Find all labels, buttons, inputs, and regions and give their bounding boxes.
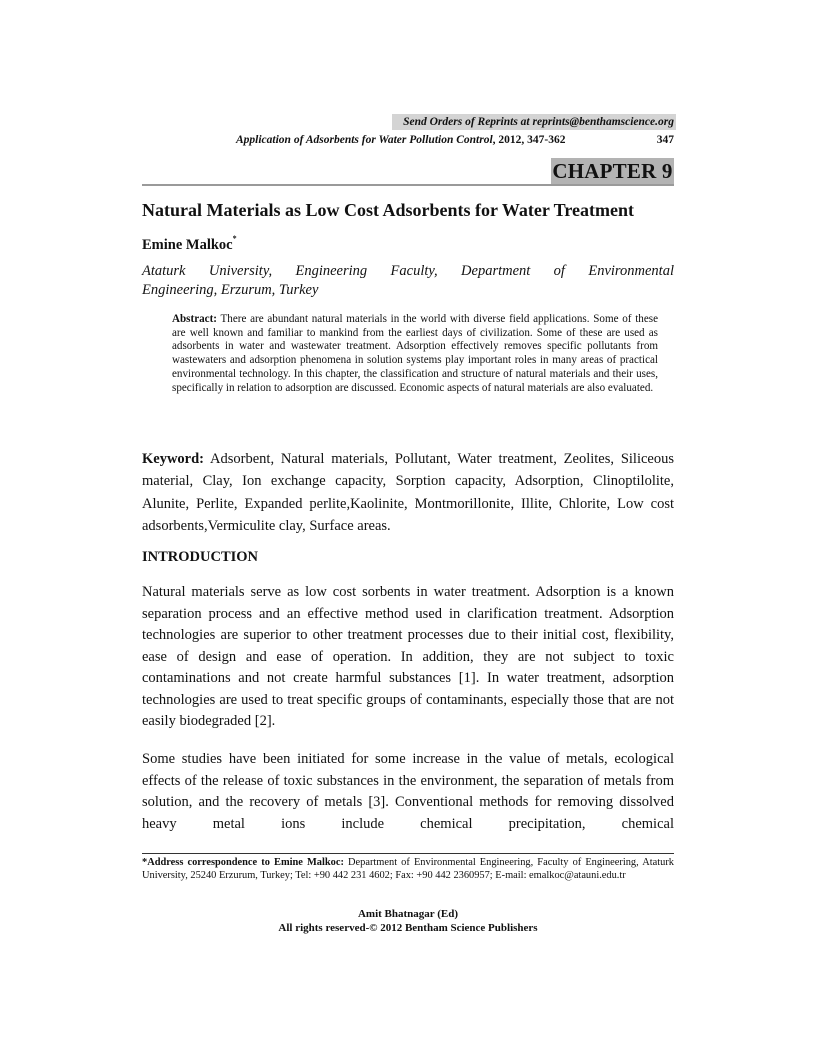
- reprint-notice: Send Orders of Reprints at reprints@benthamscience.org: [392, 114, 676, 130]
- author: [142, 232, 237, 254]
- keywords-text: Adsorbent, Natural materials, Pollutant, Water treatment, Zeolites, Siliceous material, Clay, Ion exchange capacity, Sorption capacity, Adsorption, Clinoptilolite, Alunite, Perlite, Expanded perlite,Kaolinite, Montmorillonite, Illite, Chlorite, Low cost adsorbents,Vermiculite clay, Surface areas.: [142, 451, 674, 534]
- abstract-label: Abstract:: [172, 313, 217, 325]
- footnote-label: *Address correspondence to Emine Malkoc:: [142, 857, 344, 868]
- affiliation: [142, 262, 674, 300]
- book-title: Application of Adsorbents for Water Pollution Control: [236, 134, 493, 146]
- footnote-divider: [142, 853, 674, 854]
- footnote-text: Department of Environmental Engineering, Faculty of Engineering, Ataturk University, 25240 Erzurum, Turkey; Tel: +90 442 231 4602; Fax: +90 442 2360957; E-mail: emalkoc@atauni.edu.tr: [142, 857, 674, 882]
- header-divider: [142, 184, 674, 186]
- footnote: [142, 856, 674, 882]
- keywords: [142, 448, 674, 537]
- section-heading-introduction: INTRODUCTION: [142, 549, 259, 565]
- page-number: 347: [656, 134, 674, 146]
- author-footnote-mark: *: [232, 234, 237, 243]
- footer-copyright: All rights reserved-© 2012 Bentham Science Publishers: [278, 922, 538, 934]
- abstract: [172, 313, 658, 395]
- paragraph: Some studies have been initiated for some increase in the value of metals, ecological effects of the release of toxic substances in the environment, the separation of metals from solution, and the recovery of metals [3]. Conventional methods for removing dissolved heavy metal ions include chemical precipitation, chemical: [142, 751, 674, 832]
- article-title: Natural Materials as Low Cost Adsorbents for Water Treatment: [142, 200, 634, 220]
- year-pages: , 2012, 347-362: [492, 134, 566, 146]
- paragraph: Natural materials serve as low cost sorbents in water treatment. Adsorption is a known separation process and an effective method used in clarification treatment. Adsorption technologies are superior to other treatment processes due to their initial cost, flexibility, ease of design and ease of operation. In addition, they are not subject to toxic contaminations and not create harmful substances [1]. In water treatment, adsorption technologies are used to treat specific groups of contaminants, especially those that are not easily biodegraded [2].: [142, 584, 674, 729]
- abstract-text: There are abundant natural materials in the world with diverse field applications. Some of these are well known and familiar to mankind from the earliest days of civilization. Some of these are used as adsorbents in water and wastewater treatment. Adsorption effectively removes specific pollutants from wastewaters and adsorption phenomena in solution systems play important roles in many areas of practical environmental technology. In this chapter, the classification and structure of natural materials and their uses, specifically in relation to adsorption are discussed. Economic aspects of natural materials are also evaluated.: [172, 313, 658, 394]
- affiliation-line-1: Ataturk University, Engineering Faculty, Department of Environmental: [142, 263, 674, 279]
- keywords-label: Keyword:: [142, 451, 205, 467]
- affiliation-line-2: Engineering, Erzurum, Turkey: [142, 282, 319, 298]
- page-footer: [142, 907, 674, 935]
- running-head: [236, 132, 674, 148]
- chapter-label: CHAPTER 9: [552, 159, 673, 183]
- footer-editor: Amit Bhatnagar (Ed): [357, 908, 459, 920]
- author-name: Emine Malkoc: [142, 236, 233, 253]
